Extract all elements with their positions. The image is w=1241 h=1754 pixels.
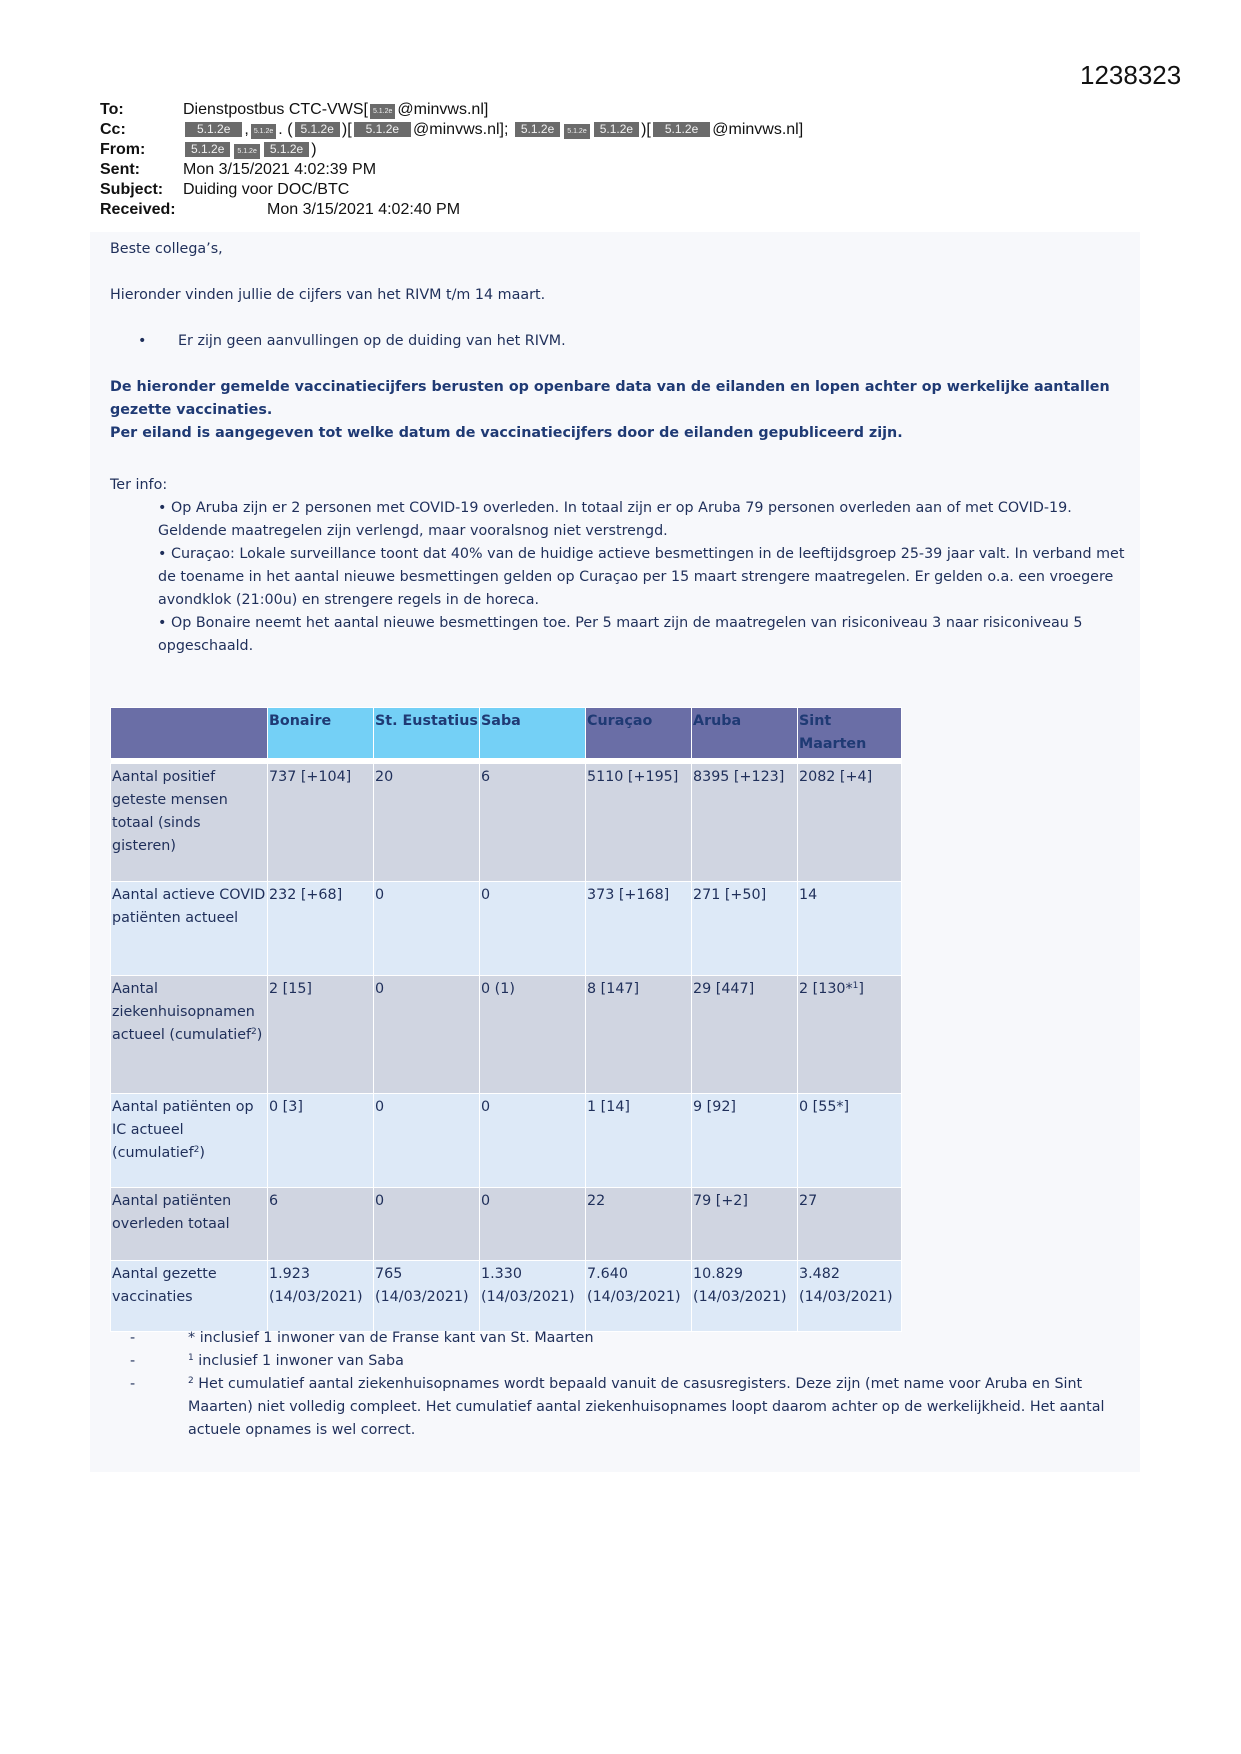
notice-line-3: Per eiland is aangegeven tot welke datum de vaccinatiecijfers door de eilanden gepubliceerd zijn.	[110, 425, 903, 441]
sent-row	[100, 160, 1140, 180]
redaction-box: 5.1.2e	[594, 122, 639, 137]
redaction-box: 5.1.2e	[515, 122, 560, 137]
footnote-item: - * inclusief 1 inwoner van de Franse kant van St. Maarten	[130, 1330, 594, 1346]
table-cell: 0	[480, 882, 586, 976]
from-value: 5.1.2e 5.1.2e 5.1.2e )	[183, 140, 317, 160]
bullet-icon: •	[138, 333, 147, 349]
table-cell: 20	[374, 764, 480, 882]
column-header: Curaçao	[586, 708, 692, 759]
subject-row	[100, 180, 1140, 200]
redaction-box: 5.1.2e	[295, 122, 340, 137]
subject-label: Subject:	[100, 181, 164, 198]
table-cell: 7.640 (14/03/2021)	[586, 1261, 692, 1332]
table-row	[111, 1094, 902, 1188]
info-item-bonaire: • Op Bonaire neemt het aantal nieuwe besmettingen toe. Per 5 maart zijn de maatregelen van risiconiveau 3 naar risiconiveau 5 opgeschaald.	[158, 615, 1083, 654]
redaction-box: 5.1.2e	[653, 122, 710, 137]
received-label: Received:	[100, 201, 176, 218]
table-row	[111, 1188, 902, 1261]
row-label: Aantal actieve COVID patiënten actueel	[111, 882, 268, 976]
covid-stats-table	[110, 707, 902, 1332]
info-item-curacao: • Curaçao: Lokale surveillance toont dat 40% van de huidige actieve besmettingen in de leeftijdsgroep 25-39 jaar valt. In verband met de toename in het aantal nieuwe besmettingen gelden op Curaçao per 15 maart strengere maatregelen. Er gelden o.a. een vroegere avondklok (21:00u) en strengere regels in de horeca.	[158, 546, 1125, 608]
table-cell: 5110 [+195]	[586, 764, 692, 882]
footnote-item: - $^1$ inclusief 1 inwoner van Saba	[130, 1353, 404, 1369]
info-item-aruba: • Op Aruba zijn er 2 personen met COVID-19 overleden. In totaal zijn er op Aruba 79 personen overleden aan of met COVID-19. Geldende maatregelen zijn verlengd, maar vooralsnog niet verstrengd.	[158, 500, 1072, 539]
table-cell: 8395 [+123]	[692, 764, 798, 882]
table-cell: 8 [147]	[586, 976, 692, 1094]
row-label: Aantal patiënten overleden totaal	[111, 1188, 268, 1261]
table-row	[111, 764, 902, 882]
table-cell: 9 [92]	[692, 1094, 798, 1188]
email-body	[90, 232, 1140, 1472]
notice-line-2: gezette vaccinaties.	[110, 402, 273, 418]
cc-row	[100, 120, 1140, 140]
to-row	[100, 100, 1140, 120]
table-cell: 2 [130*$^1$]	[798, 976, 902, 1094]
ter-info-heading: Ter info:	[110, 477, 168, 493]
to-value: Dienstpostbus CTC-VWS[ 5.1.2e @minvws.nl]	[183, 101, 489, 118]
document-id: 1238323	[1080, 60, 1182, 90]
table-cell: 0	[480, 1094, 586, 1188]
row-label: Aantal patiënten op IC actueel (cumulatief$^2$)	[111, 1094, 268, 1188]
received-value: Mon 3/15/2021 4:02:40 PM	[267, 201, 461, 218]
table-cell: 1 [14]	[586, 1094, 692, 1188]
email-header	[100, 100, 1140, 220]
table-cell: 0	[480, 1188, 586, 1261]
table-row	[111, 1261, 902, 1332]
column-header: Saba	[480, 708, 586, 759]
redaction-box: 5.1.2e	[564, 124, 589, 139]
redaction-box: 5.1.2e	[370, 104, 395, 119]
table-cell: 29 [447]	[692, 976, 798, 1094]
to-label: To:	[100, 101, 124, 118]
table-cell: 232 [+68]	[268, 882, 374, 976]
table-cell: 271 [+50]	[692, 882, 798, 976]
received-row	[100, 200, 1140, 220]
intro-text: Hieronder vinden jullie de cijfers van het RIVM t/m 14 maart.	[110, 287, 546, 303]
column-header: Bonaire	[268, 708, 374, 759]
table-cell: 0	[374, 1188, 480, 1261]
table-cell: 737 [+104]	[268, 764, 374, 882]
table-cell: 2 [15]	[268, 976, 374, 1094]
table-row	[111, 882, 902, 976]
table-cell: 0 [3]	[268, 1094, 374, 1188]
sent-label: Sent:	[100, 161, 140, 178]
table-cell: 14	[798, 882, 902, 976]
table-cell: 27	[798, 1188, 902, 1261]
table-cell: 765 (14/03/2021)	[374, 1261, 480, 1332]
footnotes	[130, 1327, 1130, 1442]
row-label: Aantal ziekenhuisopnamen actueel (cumulatief$^2$)	[111, 976, 268, 1094]
column-header: St. Eustatius	[374, 708, 480, 759]
header-empty-cell	[111, 708, 268, 759]
table-cell: 0	[374, 882, 480, 976]
table-cell: 79 [+2]	[692, 1188, 798, 1261]
redaction-box: 5.1.2e	[264, 142, 309, 157]
table-cell: 10.829 (14/03/2021)	[692, 1261, 798, 1332]
row-label: Aantal gezette vaccinaties	[111, 1261, 268, 1332]
from-label: From:	[100, 141, 146, 158]
sent-value: Mon 3/15/2021 4:02:39 PM	[183, 161, 377, 178]
row-label: Aantal positief geteste mensen totaal (sinds gisteren)	[111, 764, 268, 882]
redaction-box: 5.1.2e	[234, 144, 259, 159]
redaction-box: 5.1.2e	[185, 122, 242, 137]
redaction-box: 5.1.2e	[354, 122, 411, 137]
table-cell: 1.330 (14/03/2021)	[480, 1261, 586, 1332]
table-cell: 0	[374, 1094, 480, 1188]
redaction-box: 5.1.2e	[185, 142, 230, 157]
column-header: Aruba	[692, 708, 798, 759]
table-cell: 6	[480, 764, 586, 882]
table-cell: 6	[268, 1188, 374, 1261]
table-cell: 0 (1)	[480, 976, 586, 1094]
table-cell: 22	[586, 1188, 692, 1261]
footnote-item: - $^2$ Het cumulatief aantal ziekenhuisopnames wordt bepaald vanuit de casusregisters. Deze zijn (met name voor Aruba en Sint Maarten) niet volledig compleet. Het cumulatief aantal ziekenhuisopnames loopt daarom achter op de werkelijkheid. Het aantal actuele opnames is wel correct.	[130, 1376, 1105, 1438]
bullet-text: Er zijn geen aanvullingen op de duiding van het RIVM.	[178, 333, 566, 349]
table-cell: 2082 [+4]	[798, 764, 902, 882]
table-cell: 0 [55*]	[798, 1094, 902, 1188]
info-list	[158, 497, 1128, 658]
table-cell: 3.482 (14/03/2021)	[798, 1261, 902, 1332]
cc-value: 5.1.2e , 5.1.2e . ( 5.1.2e )[ 5.1.2e @minvws.nl]; 5.1.2e 5.1.2e 5.1.2e )[ 5.1.2e @minvws.nl]	[183, 120, 803, 140]
column-header: Sint Maarten	[798, 708, 902, 759]
from-row	[100, 140, 1140, 160]
cc-label: Cc:	[100, 121, 126, 138]
table-cell: 373 [+168]	[586, 882, 692, 976]
greeting: Beste collega’s,	[110, 241, 223, 257]
redaction-box: 5.1.2e	[251, 124, 276, 139]
table-header-row	[111, 708, 902, 759]
table-cell: 0	[374, 976, 480, 1094]
notice-line-1: De hieronder gemelde vaccinatiecijfers berusten op openbare data van de eilanden en lopen achter op werkelijke aantallen	[110, 379, 1110, 395]
subject-value: Duiding voor DOC/BTC	[183, 181, 350, 198]
table-row	[111, 976, 902, 1094]
table-cell: 1.923 (14/03/2021)	[268, 1261, 374, 1332]
